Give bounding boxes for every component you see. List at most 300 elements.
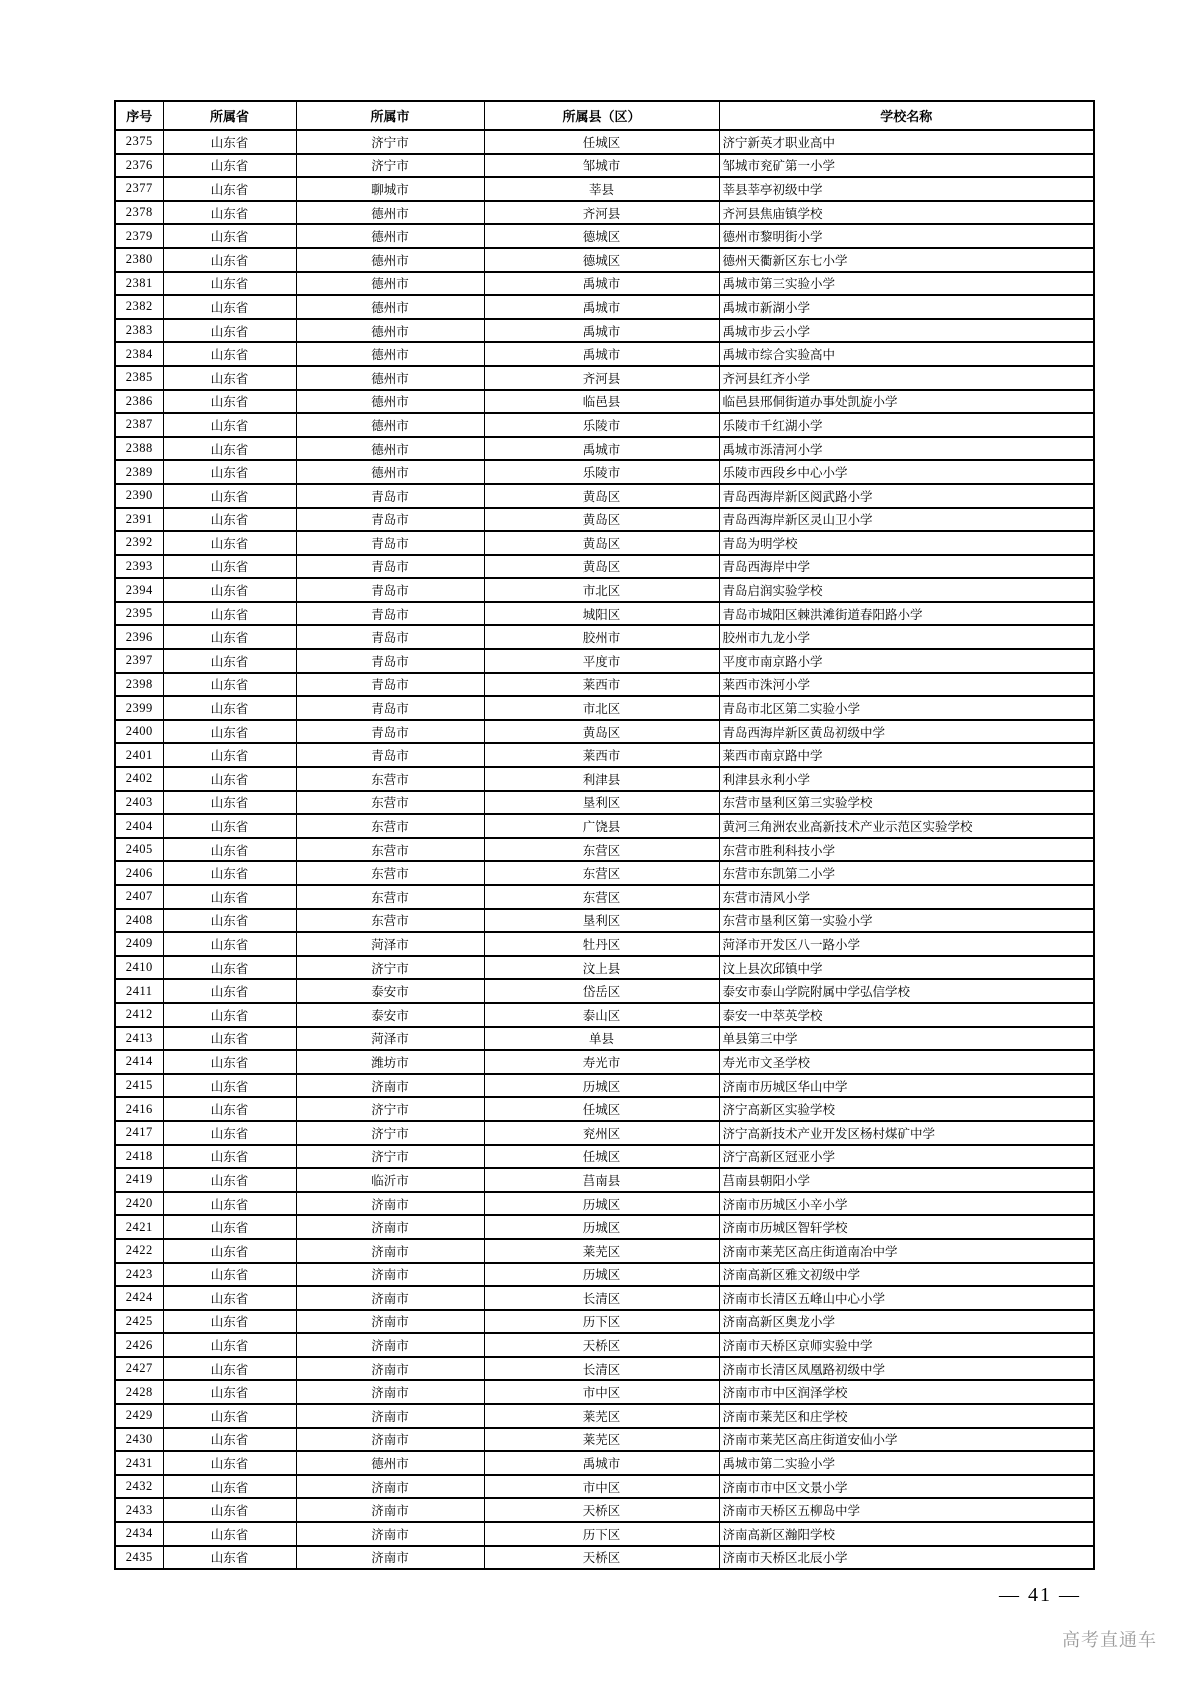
- cell-serial: 2390: [115, 484, 163, 508]
- cell-city: 青岛市: [296, 649, 484, 673]
- cell-city: 济南市: [296, 1263, 484, 1287]
- cell-serial: 2432: [115, 1475, 163, 1499]
- cell-city: 济南市: [296, 1074, 484, 1098]
- table-row: [115, 602, 1094, 626]
- table-row: [115, 1145, 1094, 1169]
- table-row: [115, 625, 1094, 649]
- cell-province: 山东省: [163, 861, 296, 885]
- table-row: [115, 154, 1094, 178]
- cell-province: 山东省: [163, 649, 296, 673]
- cell-serial: 2420: [115, 1192, 163, 1216]
- cell-serial: 2411: [115, 979, 163, 1003]
- table-row: [115, 1333, 1094, 1357]
- cell-county: 乐陵市: [484, 413, 719, 437]
- cell-city: 济南市: [296, 1192, 484, 1216]
- cell-city: 济宁市: [296, 1145, 484, 1169]
- table-row: [115, 177, 1094, 201]
- table-row: [115, 1380, 1094, 1404]
- cell-serial: 2397: [115, 649, 163, 673]
- cell-county: 邹城市: [484, 154, 719, 178]
- cell-county: 市北区: [484, 696, 719, 720]
- cell-serial: 2392: [115, 531, 163, 555]
- watermark-text: 高考直通车: [1062, 1630, 1157, 1650]
- cell-city: 德州市: [296, 366, 484, 390]
- cell-serial: 2393: [115, 555, 163, 579]
- cell-serial: 2421: [115, 1215, 163, 1239]
- cell-school-name: 济南市市中区润泽学校: [719, 1380, 1094, 1404]
- table-row: [115, 390, 1094, 414]
- cell-province: 山东省: [163, 720, 296, 744]
- table-row: [115, 838, 1094, 862]
- cell-city: 济南市: [296, 1428, 484, 1452]
- cell-serial: 2426: [115, 1333, 163, 1357]
- header-city: 所属市: [296, 101, 484, 130]
- cell-province: 山东省: [163, 1357, 296, 1381]
- cell-county: 天桥区: [484, 1498, 719, 1522]
- cell-county: 历下区: [484, 1522, 719, 1546]
- table-row: [115, 1404, 1094, 1428]
- cell-county: 泰山区: [484, 1003, 719, 1027]
- cell-province: 山东省: [163, 1097, 296, 1121]
- cell-county: 禹城市: [484, 437, 719, 461]
- cell-serial: 2380: [115, 248, 163, 272]
- cell-school-name: 禹城市第二实验小学: [719, 1451, 1094, 1475]
- cell-city: 东营市: [296, 767, 484, 791]
- cell-serial: 2435: [115, 1546, 163, 1570]
- cell-province: 山东省: [163, 1027, 296, 1051]
- cell-city: 济宁市: [296, 1097, 484, 1121]
- cell-school-name: 临邑县邢侗街道办事处凯旋小学: [719, 390, 1094, 414]
- cell-school-name: 莱西市南京路中学: [719, 743, 1094, 767]
- cell-county: 兖州区: [484, 1121, 719, 1145]
- cell-city: 青岛市: [296, 531, 484, 555]
- table-row: [115, 342, 1094, 366]
- cell-county: 德城区: [484, 224, 719, 248]
- table-row: [115, 1546, 1094, 1570]
- header-school-name: 学校名称: [719, 101, 1094, 130]
- cell-school-name: 利津县永利小学: [719, 767, 1094, 791]
- cell-city: 东营市: [296, 885, 484, 909]
- cell-county: 胶州市: [484, 625, 719, 649]
- cell-county: 垦利区: [484, 791, 719, 815]
- cell-serial: 2394: [115, 578, 163, 602]
- header-county: 所属县（区）: [484, 101, 719, 130]
- cell-serial: 2410: [115, 956, 163, 980]
- cell-province: 山东省: [163, 932, 296, 956]
- cell-serial: 2403: [115, 791, 163, 815]
- cell-province: 山东省: [163, 767, 296, 791]
- table-row: [115, 319, 1094, 343]
- cell-serial: 2401: [115, 743, 163, 767]
- cell-province: 山东省: [163, 1239, 296, 1263]
- cell-serial: 2419: [115, 1168, 163, 1192]
- cell-county: 东营区: [484, 861, 719, 885]
- cell-city: 青岛市: [296, 484, 484, 508]
- cell-county: 莱西市: [484, 743, 719, 767]
- table-row: [115, 366, 1094, 390]
- cell-serial: 2415: [115, 1074, 163, 1098]
- table-row: [115, 1263, 1094, 1287]
- cell-county: 禹城市: [484, 342, 719, 366]
- cell-province: 山东省: [163, 1310, 296, 1334]
- cell-serial: 2418: [115, 1145, 163, 1169]
- cell-school-name: 济南市莱芜区和庄学校: [719, 1404, 1094, 1428]
- cell-city: 聊城市: [296, 177, 484, 201]
- cell-county: 齐河县: [484, 201, 719, 225]
- cell-county: 临邑县: [484, 390, 719, 414]
- cell-school-name: 青岛西海岸新区灵山卫小学: [719, 508, 1094, 532]
- cell-province: 山东省: [163, 130, 296, 154]
- cell-city: 济宁市: [296, 154, 484, 178]
- cell-city: 青岛市: [296, 555, 484, 579]
- cell-county: 齐河县: [484, 366, 719, 390]
- cell-school-name: 青岛西海岸新区阅武路小学: [719, 484, 1094, 508]
- cell-city: 潍坊市: [296, 1050, 484, 1074]
- header-serial: 序号: [115, 101, 163, 130]
- cell-school-name: 东营市垦利区第三实验学校: [719, 791, 1094, 815]
- table-row: [115, 437, 1094, 461]
- cell-city: 济南市: [296, 1522, 484, 1546]
- cell-school-name: 济南市市中区文景小学: [719, 1475, 1094, 1499]
- cell-serial: 2424: [115, 1286, 163, 1310]
- cell-serial: 2423: [115, 1263, 163, 1287]
- page-number: — 41 —: [999, 1584, 1081, 1606]
- cell-city: 济南市: [296, 1215, 484, 1239]
- cell-province: 山东省: [163, 814, 296, 838]
- cell-school-name: 泰安一中萃英学校: [719, 1003, 1094, 1027]
- cell-county: 汶上县: [484, 956, 719, 980]
- table-row: [115, 1168, 1094, 1192]
- table-row: [115, 1428, 1094, 1452]
- table-row: [115, 673, 1094, 697]
- cell-school-name: 泰安市泰山学院附属中学弘信学校: [719, 979, 1094, 1003]
- table-row: [115, 413, 1094, 437]
- cell-county: 莱芜区: [484, 1404, 719, 1428]
- cell-city: 菏泽市: [296, 1027, 484, 1051]
- cell-serial: 2381: [115, 272, 163, 296]
- cell-city: 济南市: [296, 1333, 484, 1357]
- cell-school-name: 齐河县焦庙镇学校: [719, 201, 1094, 225]
- cell-city: 济宁市: [296, 130, 484, 154]
- cell-province: 山东省: [163, 1522, 296, 1546]
- cell-school-name: 乐陵市西段乡中心小学: [719, 460, 1094, 484]
- cell-city: 济宁市: [296, 1121, 484, 1145]
- cell-province: 山东省: [163, 437, 296, 461]
- cell-county: 市中区: [484, 1380, 719, 1404]
- table-row: [115, 224, 1094, 248]
- cell-school-name: 济南市长清区五峰山中心小学: [719, 1286, 1094, 1310]
- cell-county: 禹城市: [484, 272, 719, 296]
- cell-county: 市北区: [484, 578, 719, 602]
- cell-city: 济南市: [296, 1310, 484, 1334]
- cell-school-name: 禹城市综合实验高中: [719, 342, 1094, 366]
- cell-province: 山东省: [163, 1168, 296, 1192]
- cell-province: 山东省: [163, 1286, 296, 1310]
- cell-county: 德城区: [484, 248, 719, 272]
- cell-province: 山东省: [163, 1263, 296, 1287]
- cell-county: 广饶县: [484, 814, 719, 838]
- cell-county: 黄岛区: [484, 484, 719, 508]
- table-row: [115, 531, 1094, 555]
- cell-county: 平度市: [484, 649, 719, 673]
- cell-serial: 2396: [115, 625, 163, 649]
- cell-province: 山东省: [163, 909, 296, 933]
- cell-county: 牡丹区: [484, 932, 719, 956]
- cell-city: 青岛市: [296, 696, 484, 720]
- table-row: [115, 1310, 1094, 1334]
- cell-province: 山东省: [163, 791, 296, 815]
- cell-province: 山东省: [163, 743, 296, 767]
- cell-serial: 2398: [115, 673, 163, 697]
- cell-county: 市中区: [484, 1475, 719, 1499]
- cell-serial: 2427: [115, 1357, 163, 1381]
- cell-city: 德州市: [296, 248, 484, 272]
- cell-county: 莱西市: [484, 673, 719, 697]
- table-row: [115, 861, 1094, 885]
- cell-county: 历城区: [484, 1192, 719, 1216]
- cell-serial: 2400: [115, 720, 163, 744]
- table-row: [115, 767, 1094, 791]
- cell-city: 东营市: [296, 814, 484, 838]
- table-row: [115, 484, 1094, 508]
- cell-serial: 2408: [115, 909, 163, 933]
- cell-county: 岱岳区: [484, 979, 719, 1003]
- cell-city: 德州市: [296, 1451, 484, 1475]
- cell-county: 任城区: [484, 1145, 719, 1169]
- table-row: [115, 720, 1094, 744]
- cell-school-name: 济南市天桥区京师实验中学: [719, 1333, 1094, 1357]
- cell-serial: 2406: [115, 861, 163, 885]
- cell-county: 垦利区: [484, 909, 719, 933]
- cell-serial: 2389: [115, 460, 163, 484]
- cell-city: 青岛市: [296, 602, 484, 626]
- cell-county: 禹城市: [484, 295, 719, 319]
- cell-serial: 2428: [115, 1380, 163, 1404]
- cell-school-name: 莘县莘亭初级中学: [719, 177, 1094, 201]
- cell-county: 利津县: [484, 767, 719, 791]
- cell-county: 天桥区: [484, 1333, 719, 1357]
- cell-city: 德州市: [296, 201, 484, 225]
- cell-county: 历下区: [484, 1310, 719, 1334]
- cell-city: 德州市: [296, 295, 484, 319]
- cell-serial: 2425: [115, 1310, 163, 1334]
- cell-county: 莱芜区: [484, 1239, 719, 1263]
- cell-city: 济南市: [296, 1404, 484, 1428]
- cell-school-name: 寿光市文圣学校: [719, 1050, 1094, 1074]
- cell-school-name: 济宁高新技术产业开发区杨村煤矿中学: [719, 1121, 1094, 1145]
- cell-province: 山东省: [163, 413, 296, 437]
- cell-province: 山东省: [163, 508, 296, 532]
- cell-city: 东营市: [296, 909, 484, 933]
- table-row: [115, 508, 1094, 532]
- cell-serial: 2404: [115, 814, 163, 838]
- cell-school-name: 青岛市城阳区棘洪滩街道春阳路小学: [719, 602, 1094, 626]
- cell-school-name: 东营市清风小学: [719, 885, 1094, 909]
- cell-school-name: 胶州市九龙小学: [719, 625, 1094, 649]
- cell-school-name: 青岛为明学校: [719, 531, 1094, 555]
- cell-serial: 2434: [115, 1522, 163, 1546]
- cell-school-name: 菏泽市开发区八一路小学: [719, 932, 1094, 956]
- table-row: [115, 460, 1094, 484]
- table-row: [115, 814, 1094, 838]
- cell-serial: 2430: [115, 1428, 163, 1452]
- table-row: [115, 1522, 1094, 1546]
- cell-province: 山东省: [163, 390, 296, 414]
- cell-school-name: 禹城市步云小学: [719, 319, 1094, 343]
- cell-serial: 2417: [115, 1121, 163, 1145]
- cell-province: 山东省: [163, 1546, 296, 1570]
- table-row: [115, 1357, 1094, 1381]
- cell-province: 山东省: [163, 673, 296, 697]
- cell-serial: 2388: [115, 437, 163, 461]
- cell-serial: 2412: [115, 1003, 163, 1027]
- cell-city: 济南市: [296, 1357, 484, 1381]
- cell-serial: 2429: [115, 1404, 163, 1428]
- cell-school-name: 东营市东凯第二小学: [719, 861, 1094, 885]
- table-row: [115, 201, 1094, 225]
- cell-school-name: 济南市天桥区北辰小学: [719, 1546, 1094, 1570]
- cell-school-name: 济南高新区雅文初级中学: [719, 1263, 1094, 1287]
- cell-serial: 2413: [115, 1027, 163, 1051]
- cell-province: 山东省: [163, 1404, 296, 1428]
- table-row: [115, 555, 1094, 579]
- cell-province: 山东省: [163, 484, 296, 508]
- cell-city: 东营市: [296, 838, 484, 862]
- cell-province: 山东省: [163, 531, 296, 555]
- header-province: 所属省: [163, 101, 296, 130]
- cell-province: 山东省: [163, 555, 296, 579]
- cell-province: 山东省: [163, 1074, 296, 1098]
- cell-province: 山东省: [163, 1215, 296, 1239]
- table-header: [115, 101, 1094, 130]
- cell-city: 泰安市: [296, 979, 484, 1003]
- cell-county: 天桥区: [484, 1546, 719, 1570]
- cell-county: 长清区: [484, 1286, 719, 1310]
- cell-province: 山东省: [163, 1380, 296, 1404]
- table-row: [115, 1121, 1094, 1145]
- cell-province: 山东省: [163, 1428, 296, 1452]
- cell-county: 禹城市: [484, 1451, 719, 1475]
- table-row: [115, 1003, 1094, 1027]
- cell-serial: 2376: [115, 154, 163, 178]
- cell-province: 山东省: [163, 177, 296, 201]
- cell-serial: 2377: [115, 177, 163, 201]
- cell-province: 山东省: [163, 1121, 296, 1145]
- cell-serial: 2422: [115, 1239, 163, 1263]
- cell-city: 济南市: [296, 1475, 484, 1499]
- cell-city: 德州市: [296, 390, 484, 414]
- cell-school-name: 东营市垦利区第一实验小学: [719, 909, 1094, 933]
- cell-city: 青岛市: [296, 578, 484, 602]
- table-row: [115, 295, 1094, 319]
- cell-school-name: 禹城市泺清河小学: [719, 437, 1094, 461]
- cell-serial: 2433: [115, 1498, 163, 1522]
- cell-city: 德州市: [296, 342, 484, 366]
- cell-county: 城阳区: [484, 602, 719, 626]
- cell-school-name: 德州天衢新区东七小学: [719, 248, 1094, 272]
- cell-serial: 2416: [115, 1097, 163, 1121]
- table-body: [115, 130, 1094, 1569]
- cell-county: 单县: [484, 1027, 719, 1051]
- cell-serial: 2375: [115, 130, 163, 154]
- cell-province: 山东省: [163, 319, 296, 343]
- cell-city: 济南市: [296, 1239, 484, 1263]
- cell-city: 德州市: [296, 272, 484, 296]
- cell-school-name: 单县第三中学: [719, 1027, 1094, 1051]
- cell-province: 山东省: [163, 578, 296, 602]
- cell-serial: 2385: [115, 366, 163, 390]
- table-row: [115, 248, 1094, 272]
- cell-school-name: 济南市历城区智轩学校: [719, 1215, 1094, 1239]
- table-row: [115, 1451, 1094, 1475]
- table-row: [115, 1050, 1094, 1074]
- cell-serial: 2382: [115, 295, 163, 319]
- cell-province: 山东省: [163, 342, 296, 366]
- cell-school-name: 乐陵市千红湖小学: [719, 413, 1094, 437]
- cell-province: 山东省: [163, 625, 296, 649]
- table-row: [115, 932, 1094, 956]
- cell-serial: 2387: [115, 413, 163, 437]
- cell-city: 德州市: [296, 460, 484, 484]
- cell-school-name: 济宁高新区冠亚小学: [719, 1145, 1094, 1169]
- table-row: [115, 1097, 1094, 1121]
- cell-city: 德州市: [296, 224, 484, 248]
- cell-school-name: 齐河县红齐小学: [719, 366, 1094, 390]
- table-row: [115, 956, 1094, 980]
- cell-province: 山东省: [163, 1451, 296, 1475]
- cell-province: 山东省: [163, 1050, 296, 1074]
- cell-school-name: 邹城市兖矿第一小学: [719, 154, 1094, 178]
- cell-school-name: 黄河三角洲农业高新技术产业示范区实验学校: [719, 814, 1094, 838]
- cell-city: 济宁市: [296, 956, 484, 980]
- cell-province: 山东省: [163, 1333, 296, 1357]
- cell-serial: 2384: [115, 342, 163, 366]
- table-row: [115, 979, 1094, 1003]
- cell-school-name: 东营市胜利科技小学: [719, 838, 1094, 862]
- cell-county: 任城区: [484, 130, 719, 154]
- table-row: [115, 1286, 1094, 1310]
- table-row: [115, 1215, 1094, 1239]
- cell-school-name: 济宁高新区实验学校: [719, 1097, 1094, 1121]
- cell-city: 德州市: [296, 319, 484, 343]
- cell-county: 莘县: [484, 177, 719, 201]
- cell-serial: 2399: [115, 696, 163, 720]
- cell-county: 黄岛区: [484, 531, 719, 555]
- cell-province: 山东省: [163, 460, 296, 484]
- cell-county: 寿光市: [484, 1050, 719, 1074]
- cell-county: 历城区: [484, 1074, 719, 1098]
- cell-school-name: 济南市历城区小辛小学: [719, 1192, 1094, 1216]
- cell-serial: 2414: [115, 1050, 163, 1074]
- cell-city: 青岛市: [296, 508, 484, 532]
- cell-school-name: 济南市天桥区五柳岛中学: [719, 1498, 1094, 1522]
- cell-city: 东营市: [296, 791, 484, 815]
- cell-province: 山东省: [163, 1145, 296, 1169]
- cell-serial: 2405: [115, 838, 163, 862]
- cell-province: 山东省: [163, 272, 296, 296]
- cell-school-name: 济南高新区瀚阳学校: [719, 1522, 1094, 1546]
- table-row: [115, 272, 1094, 296]
- cell-county: 禹城市: [484, 319, 719, 343]
- cell-county: 长清区: [484, 1357, 719, 1381]
- cell-province: 山东省: [163, 696, 296, 720]
- cell-serial: 2402: [115, 767, 163, 791]
- table-row: [115, 1239, 1094, 1263]
- table-row: [115, 909, 1094, 933]
- cell-city: 青岛市: [296, 720, 484, 744]
- cell-school-name: 济南高新区奥龙小学: [719, 1310, 1094, 1334]
- cell-county: 莱芜区: [484, 1428, 719, 1452]
